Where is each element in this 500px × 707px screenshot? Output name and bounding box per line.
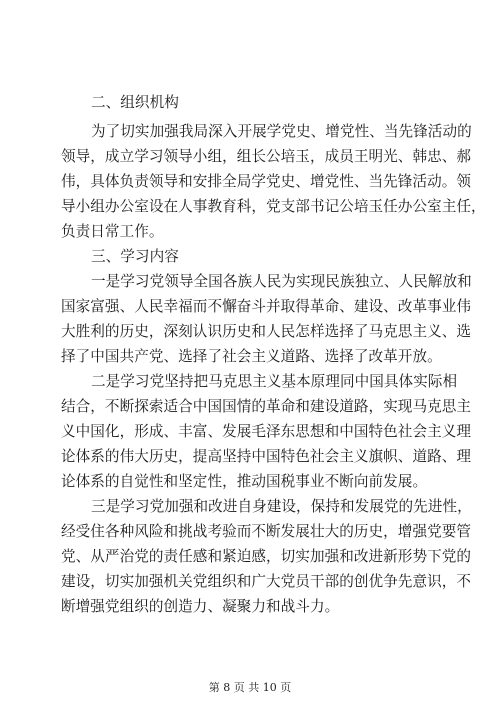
paragraph-line: 三是学习党加强和改进自身建设，保持和发展党的先进性， (91, 498, 472, 515)
section-heading-content: 三、学习内容 (91, 248, 179, 265)
paragraph-line: 经受住各种风险和挑战考验而不断发展壮大的历史，增强党要管 (61, 523, 472, 540)
paragraph-line: 论体系的伟大历史，提高坚持中国特色社会主义旗帜、道路、理 (61, 448, 472, 465)
paragraph-line: 一是学习党领导全国各族人民为实现民族独立、人民解放和 (91, 273, 472, 290)
paragraph-line: 负责日常工作。 (61, 223, 164, 240)
paragraph-line: 论体系的自觉性和坚定性，推动国税事业不断向前发展。 (61, 473, 428, 490)
paragraph-line: 择了中国共产党、选择了社会主义道路、选择了改革开放。 (61, 348, 442, 365)
paragraph-line: 结合，不断探索适合中国国情的革命和建设道路，实现马克思主 (61, 398, 472, 415)
paragraph-line: 导小组办公室设在人事教育科，党支部书记公培玉任办公室主任， (61, 198, 486, 215)
section-heading-organization: 二、组织机构 (91, 94, 179, 111)
paragraph-line: 伟，具体负责领导和安排全局学党史、增党性、当先锋活动。领 (61, 173, 472, 190)
paragraph-line: 断增强党组织的创造力、凝聚力和战斗力。 (61, 598, 340, 615)
paragraph-line: 领导，成立学习领导小组，组长公培玉，成员王明光、韩忠、郝 (61, 148, 472, 165)
paragraph-line: 建设，切实加强机关党组织和广大党员干部的创优争先意识，不 (61, 573, 472, 590)
paragraph-line: 二是学习党坚持把马克思主义基本原理同中国具体实际相 (91, 373, 458, 390)
paragraph-line: 为了切实加强我局深入开展学党史、增党性、当先锋活动的 (91, 123, 472, 140)
paragraph-line: 国家富强、人民幸福而不懈奋斗并取得革命、建设、改革事业伟 (61, 298, 472, 315)
paragraph-line: 党、从严治党的责任感和紧迫感，切实加强和改进新形势下党的 (61, 548, 472, 565)
page-footer: 第 8 页 共 10 页 (208, 681, 292, 694)
paragraph-line: 义中国化，形成、丰富、发展毛泽东思想和中国特色社会主义理 (61, 423, 472, 440)
paragraph-line: 大胜利的历史，深刻认识历史和人民怎样选择了马克思主义、选 (61, 323, 472, 340)
